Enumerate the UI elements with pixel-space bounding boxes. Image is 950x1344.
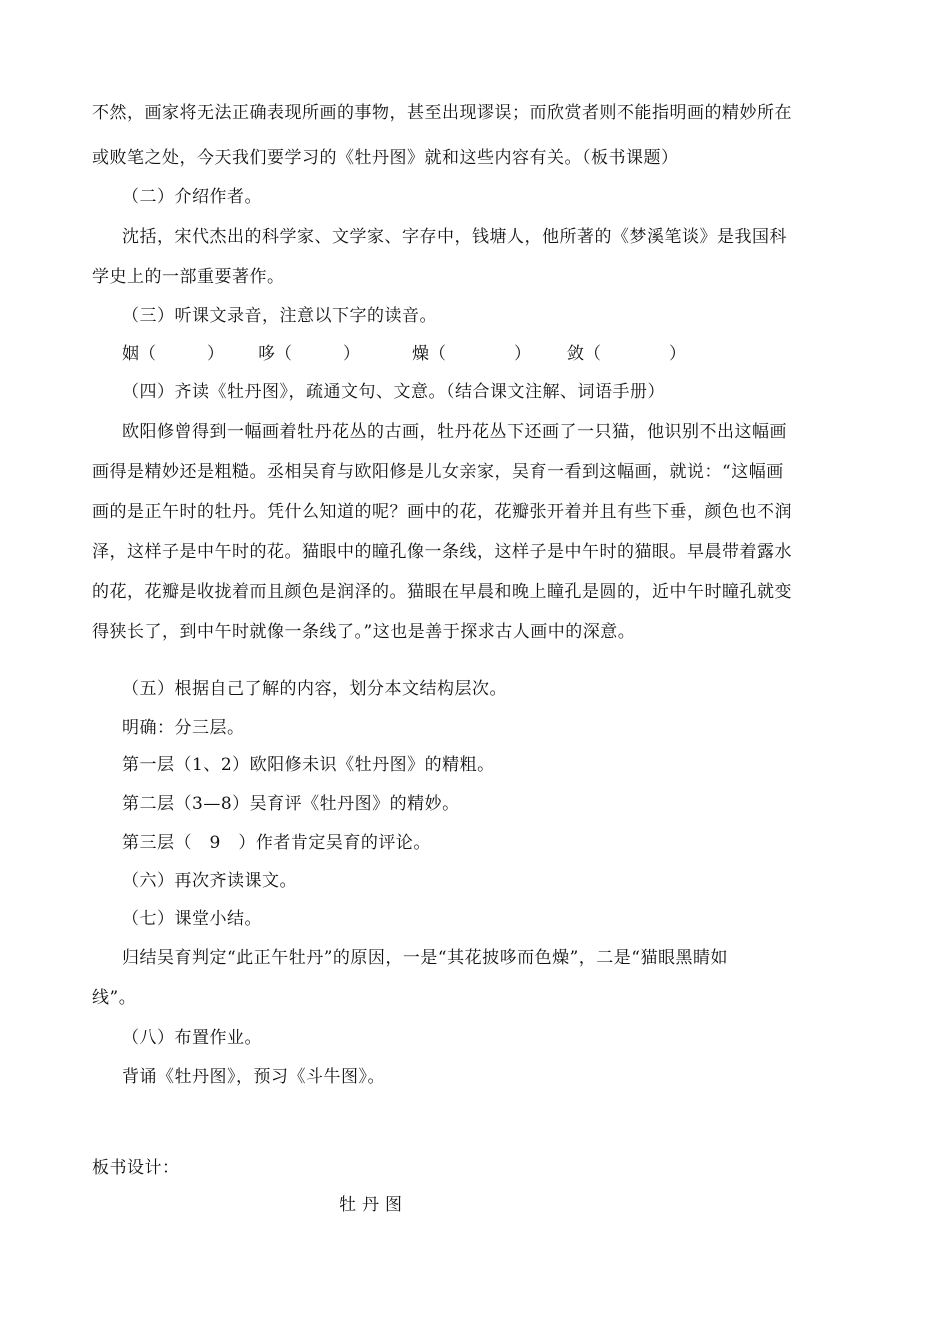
paragraph-line: 不然，画家将无法正确表现所画的事物，甚至出现谬误；而欣赏者则不能指明画的精妙所在 <box>92 103 792 123</box>
section-heading-6: （六）再次齐读课文。 <box>122 871 297 891</box>
paragraph-line: 第二层（3—8）吴育评《牡丹图》的精妙。 <box>122 794 460 814</box>
paragraph-line: 泽，这样子是中午时的花。猫眼中的瞳孔像一条线，这样子是中午时的猫眼。早晨带着露水 <box>92 542 792 562</box>
section-heading-4: （四）齐读《牡丹图》，疏通文句、文意。（结合课文注解、词语手册） <box>122 382 665 402</box>
board-title: 牡丹图 <box>339 1195 408 1215</box>
paragraph-line: 得狭长了，到中午时就像一条线了。”这也是善于探求古人画中的深意。 <box>92 622 636 642</box>
paragraph-line: 画的是正午时的牡丹。凭什么知道的呢？画中的花，花瓣张开着并且有些下垂，颜色也不润 <box>92 502 792 522</box>
paragraph-line: 明确：分三层。 <box>122 718 245 738</box>
section-heading-5: （五）根据自己了解的内容，划分本文结构层次。 <box>122 679 507 699</box>
paragraph-line: 的花，花瓣是收拢着而且颜色是润泽的。猫眼在早晨和晚上瞳孔是圆的，近中午时瞳孔就变 <box>92 582 792 602</box>
paragraph-line: 画得是精妙还是粗糙。丞相吴育与欧阳修是儿女亲家，吴育一看到这幅画，就说：“这幅画 <box>92 462 784 482</box>
pronunciation-item: 姻（ ） <box>122 344 224 364</box>
paragraph-line: 归结吴育判定“此正午牡丹”的原因，一是“其花披哆而色燥”，二是“猫眼黑睛如 <box>122 948 728 968</box>
pronunciation-item: 燥（ ） <box>412 344 531 364</box>
section-heading-2: （二）介绍作者。 <box>122 187 262 207</box>
pronunciation-item: 哆（ ） <box>258 344 360 364</box>
section-heading-8: （八）布置作业。 <box>122 1028 262 1048</box>
paragraph-line: 第三层（ 9 ）作者肯定吴育的评论。 <box>122 833 431 853</box>
paragraph-line: 或败笔之处，今天我们要学习的《牡丹图》就和这些内容有关。（板书课题） <box>92 148 679 168</box>
section-heading-3: （三）听课文录音，注意以下字的读音。 <box>122 306 437 326</box>
pronunciation-item: 敛（ ） <box>567 344 686 364</box>
paragraph-line: 学史上的一部重要著作。 <box>92 267 285 287</box>
paragraph-line: 第一层（1、2）欧阳修未识《牡丹图》的精粗。 <box>122 755 495 775</box>
board-design-label: 板书设计： <box>92 1158 180 1178</box>
paragraph-line: 背诵《牡丹图》，预习《斗牛图》。 <box>122 1067 385 1087</box>
paragraph-line: 欧阳修曾得到一幅画着牡丹花丛的古画，牡丹花丛下还画了一只猫，他识别不出这幅画 <box>122 422 787 442</box>
section-heading-7: （七）课堂小结。 <box>122 909 262 929</box>
paragraph-line: 线”。 <box>92 988 137 1008</box>
paragraph-line: 沈括，宋代杰出的科学家、文学家、字存中，钱塘人，他所著的《梦溪笔谈》是我国科 <box>122 227 787 247</box>
